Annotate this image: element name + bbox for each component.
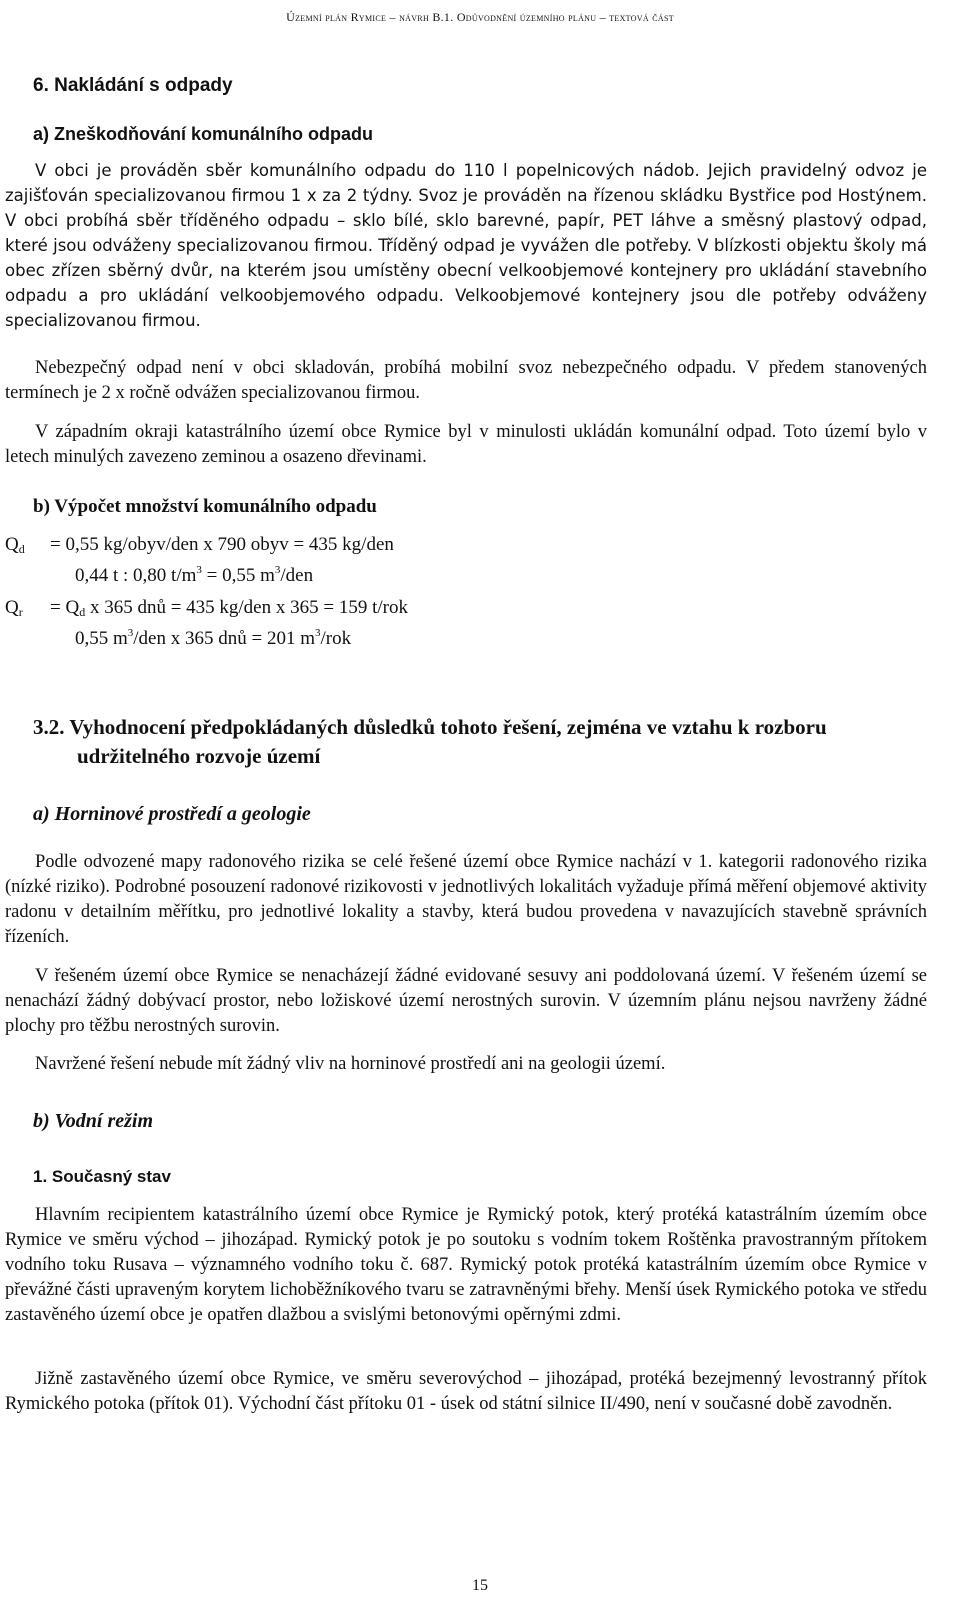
section-3-2b-title: b) Vodní režim <box>33 1110 154 1132</box>
formula-qr-symbol: $Q_r$ <box>5 597 23 619</box>
formula-qr-line-2: 0,55 $m^3$/den x 365 dnů = 201 $m^3$/rok <box>75 627 352 649</box>
section-3-2-title: 3.2. Vyhodnocení předpokládaných důsledků tohoto řešení, zejména ve vztahu k rozboru udržitelného rozvoje území <box>33 715 827 768</box>
section-3-2a-paragraph-2: V řešeném území obce Rymice se nenacházejí žádné evidované sesuvy ani poddolovaná území. V řešeném území se nenachází žádný dobývací prostor, nebo ložiskové území nerostných surovin. V územním plánu nejsou navrženy žádné plochy pro těžbu nerostných surovin. <box>5 966 927 1036</box>
section-3-2a-paragraph-3: Navržené řešení nebude mít žádný vliv na horninové prostředí ani na geologii území. <box>35 1054 666 1074</box>
section-6a-title: a) Zneškodňování komunálního odpadu <box>33 124 374 144</box>
section-3-2a-title: a) Horninové prostředí a geologie <box>33 803 311 825</box>
section-6b-title: b) Výpočet množství komunálního odpadu <box>33 496 377 517</box>
formula-qd-line-1: = 0,55 kg/obyv/den x 790 obyv = 435 kg/den <box>50 534 394 555</box>
section-3-2b-paragraph-2: Jižně zastavěného území obce Rymice, ve směru severovýchod – jihozápad, protéká bezejmenný levostranný přítok Rymického potoka (přítok 01). Východní část přítoku 01 - úsek od státní silnice II/490, není v současné době zavodněn. <box>5 1369 927 1414</box>
formula-qd-symbol: $Q_d$ <box>5 534 25 556</box>
section-3-2b-subsection-title: 1. Současný stav <box>33 1167 171 1186</box>
section-6a-paragraph-2: Nebezpečný odpad není v obci skladován, probíhá mobilní svoz nebezpečného odpadu. V předem stanovených termínech je 2 x ročně odvážen specializovanou firmou. <box>5 358 927 403</box>
section-6a-paragraph-1: V obci je prováděn sběr komunálního odpadu do 110 l popelnicových nádob. Jejich pravidelný odvoz je zajišťován specializovanou firmou 1 x za 2 týdny. Svoz je prováděn na řízenou skládku Bystřice pod Hostýnem. V obci probíhá sběr tříděného odpadu – sklo bílé, sklo barevné, papír, PET láhve a směsný plastový odpad, které jsou odváženy specializovanou firmou. Tříděný odpad je vyvážen dle potřeby. V blízkosti objektu školy má obec zřízen sběrný dvůr, na kterém jsou umístěny obecní velkoobjemové kontejnery pro ukládání stavebního odpadu a pro ukládání velkoobjemového odpadu. Velkoobjemové kontejnery jsou dle potřeby odváženy specializovanou firmou. <box>5 161 927 330</box>
section-3-2b-paragraph-1: Hlavním recipientem katastrálního území obce Rymice je Rymický potok, který protéká katastrálním územím obce Rymice ve směru východ – jihozápad. Rymický potok je po soutoku s vodním tokem Roštěnka pravostranným přítokem vodního toku Rusava – významného vodního toku č. 687. Rymický potok protéká katastrálním územím obce Rymice v převážné části upraveným korytem lichoběžníkového tvaru se zatravněnými břehy. Menší úsek Rymického potoka ve středu zastavěného území obce je opatřen dlažbou a svislými betonovými opěrnými zdmi. <box>5 1205 927 1325</box>
section-6a-paragraph-3: V západním okraji katastrálního území obce Rymice byl v minulosti ukládán komunální odpad. Toto území bylo v letech minulých zavezeno zeminou a osazeno dřevinami. <box>5 422 927 467</box>
formula-qr-line-1: = $Q_d$ x 365 dnů = 435 kg/den x 365 = 159 t/rok <box>50 597 408 619</box>
formula-qd-line-2: 0,44 t : 0,80 $t/m^3 = 0,55$ $m^3$/den <box>75 564 314 586</box>
section-6-title: 6. Nakládání s odpady <box>33 75 233 96</box>
page-number: 15 <box>472 1577 488 1594</box>
section-3-2a-paragraph-1: Podle odvozené mapy radonového rizika se celé řešené území obce Rymice nachází v 1. kategorii radonového rizika (nízké riziko). Podrobné posouzení radonové rizikovosti v jednotlivých lokalitách vyžaduje přímá měření objemové aktivity radonu v detailním měřítku, pro jednotlivé lokality a stavby, která budou provedena v navazujících stavebně správních řízeních. <box>5 852 927 947</box>
running-head: Územní plán Rymice – návrh B.1. Odůvodnění územního plánu – textová část <box>286 10 674 24</box>
